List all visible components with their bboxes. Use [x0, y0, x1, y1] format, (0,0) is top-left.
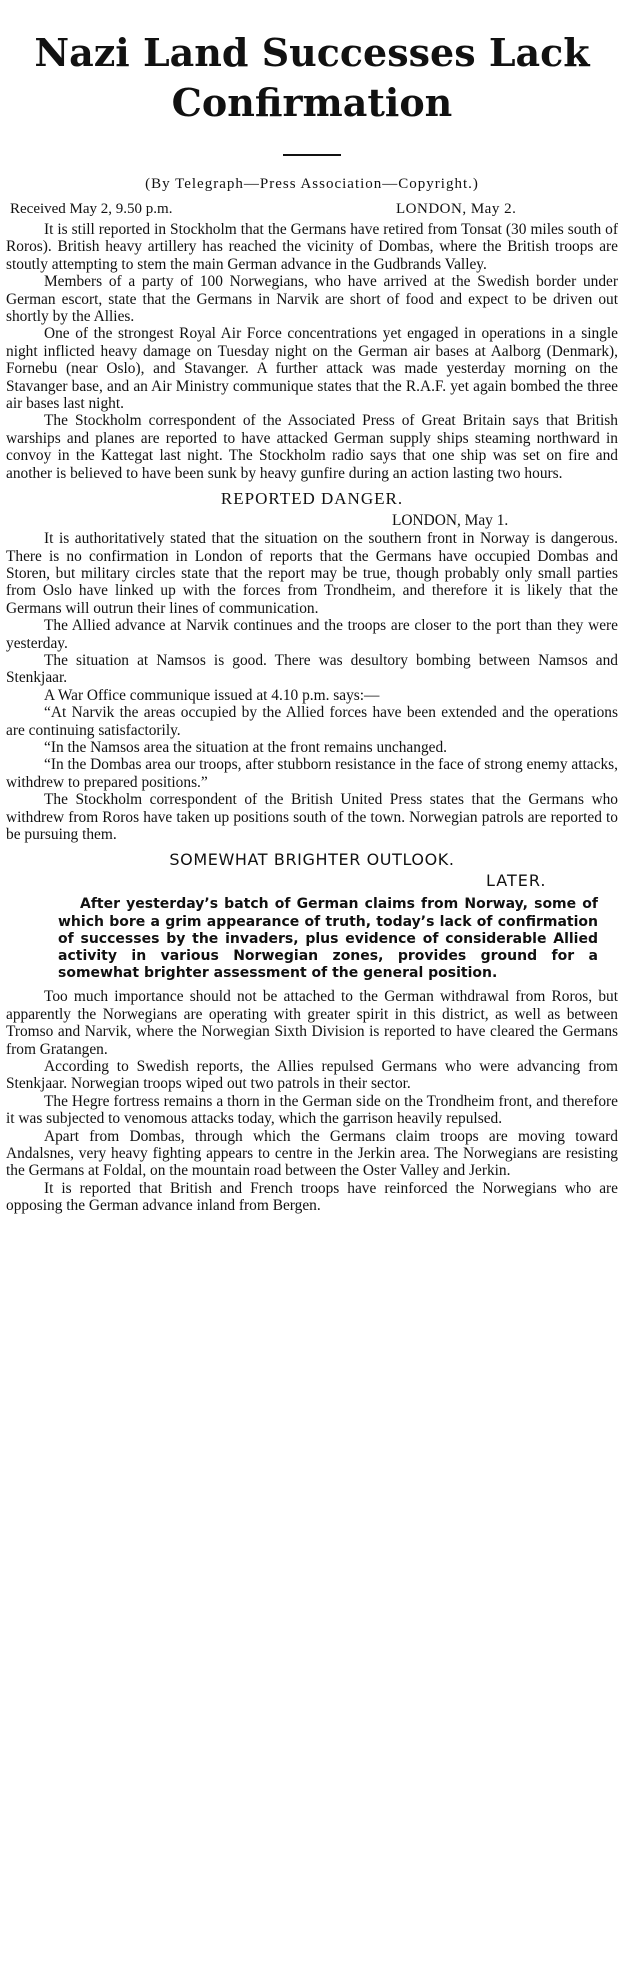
credit-line: (By Telegraph—Press Association—Copyright.)	[145, 176, 479, 192]
quote-paragraph: “In the Namsos area the situation at the front remains unchanged.	[44, 738, 448, 756]
section-3	[6, 988, 618, 1214]
paragraph: The Hegre fortress remains a thorn in the German side on the Trondheim front, and therefore it was subjected to venomous attacks today, which the garrison heavily repulsed.	[6, 1092, 618, 1128]
lead-paragraph: After yesterday’s batch of German claims from Norway, some of which bore a grim appearance of truth, today’s lack of confirmation of successes by the invaders, plus evidence of considerable Allied activity in various Norwegian zones, provides ground for a somewhat brighter assessment of the general position.	[58, 896, 598, 982]
news-clipping	[6, 0, 618, 1215]
paragraph: The situation at Namsos is good. There was desultory bombing between Namsos and Stenkjaar.	[6, 651, 618, 687]
paragraph: According to Swedish reports, the Allies repulsed Germans who were advancing from Stenkjaar. Norwegian troops wiped out two patrols in their sector.	[6, 1058, 618, 1093]
dateline-later: LATER.	[486, 871, 547, 891]
paragraph: It is reported that British and French troops have reinforced the Norwegians who are opposing the German advance inland from Bergen.	[6, 1179, 618, 1215]
section-1	[6, 221, 618, 482]
dateline	[6, 201, 618, 221]
paragraph: Too much importance should not be attached to the German withdrawal from Roros, but apparently the Norwegians are operating with greater spirit in this district, as well as between Tromso and Narvik, where the Norwegian Sixth Division is reported to have cleared the Germans from Gratangen.	[6, 988, 618, 1058]
subheading-reported-danger: REPORTED DANGER.	[220, 489, 404, 509]
headline-rule	[283, 154, 341, 156]
dateline-london-may-1: LONDON, May 1.	[392, 512, 509, 530]
dateline-received: Received May 2, 9.50 p.m.	[10, 201, 173, 217]
headline	[6, 28, 618, 128]
paragraph: One of the strongest Royal Air Force concentrations yet engaged in operations in a single night inflicted heavy damage on Tuesday night on the German air bases at Aalborg (Denmark), Fornebu (near Oslo), and Stavanger. A further attack was made yesterday morning on the Stavanger base, and an Air Ministry communique states that the R.A.F. yet again bombed the three air bases last night.	[6, 325, 618, 413]
section-2	[6, 530, 618, 843]
subheading-brighter-outlook: SOMEWHAT BRIGHTER OUTLOOK.	[169, 850, 455, 870]
headline-line-2: Confirmation	[171, 80, 453, 125]
paragraph: The Stockholm correspondent of the British United Press states that the Germans who withdrew from Roros have taken up positions south of the town. Norwegian patrols are reported to be pursuing them.	[6, 791, 618, 843]
paragraph: Apart from Dombas, through which the Germans claim troops are moving toward Andalsnes, very heavy fighting appears to centre in the Jerkin area. The Norwegians are resisting the Germans at Foldal, on the mountain road between the Oster Valley and Jerkin.	[6, 1127, 618, 1180]
paragraph: The Allied advance at Narvik continues and the troops are closer to the port than they were yesterday.	[6, 617, 618, 652]
quote-paragraph: “In the Dombas area our troops, after stubborn resistance in the face of strong enemy attacks, withdrew to prepared positions.”	[6, 756, 618, 791]
dateline-location: LONDON, May 2.	[396, 201, 517, 217]
headline-line-1: Nazi Land Successes Lack	[34, 30, 590, 75]
paragraph: It is authoritatively stated that the situation on the southern front in Norway is dangerous. There is no confirmation in London of reports that the Germans have occupied Dombas and Storen, but military circles state that the report may be true, though probably only small parties from Oslo have linked up with the forces from Trondheim, and therefore it is likely that the Germans will outrun their lines of communication.	[6, 530, 618, 617]
paragraph: It is still reported in Stockholm that the Germans have retired from Tonsat (30 miles south of Roros). British heavy artillery has reached the vicinity of Dombas, where the British troops are stoutly attempting to stem the main German advance in the Gudbrands Valley.	[6, 221, 618, 273]
paragraph: A War Office communique issued at 4.10 p.m. says:—	[44, 686, 380, 704]
quote-paragraph: “At Narvik the areas occupied by the Allied forces have been extended and the operations are continuing satisfactorily.	[6, 704, 618, 739]
paragraph: The Stockholm correspondent of the Associated Press of Great Britain says that British warships and planes are reported to have attacked German supply ships steaming northward in convoy in the Kattegat last night. The Stockholm radio says that one ship was set on fire and another is believed to have been sunk by heavy gunfire during an action lasting two hours.	[6, 412, 618, 482]
paragraph: Members of a party of 100 Norwegians, who have arrived at the Swedish border under German escort, state that the Germans in Narvik are short of food and expect to be driven out shortly by the Allies.	[6, 273, 618, 326]
